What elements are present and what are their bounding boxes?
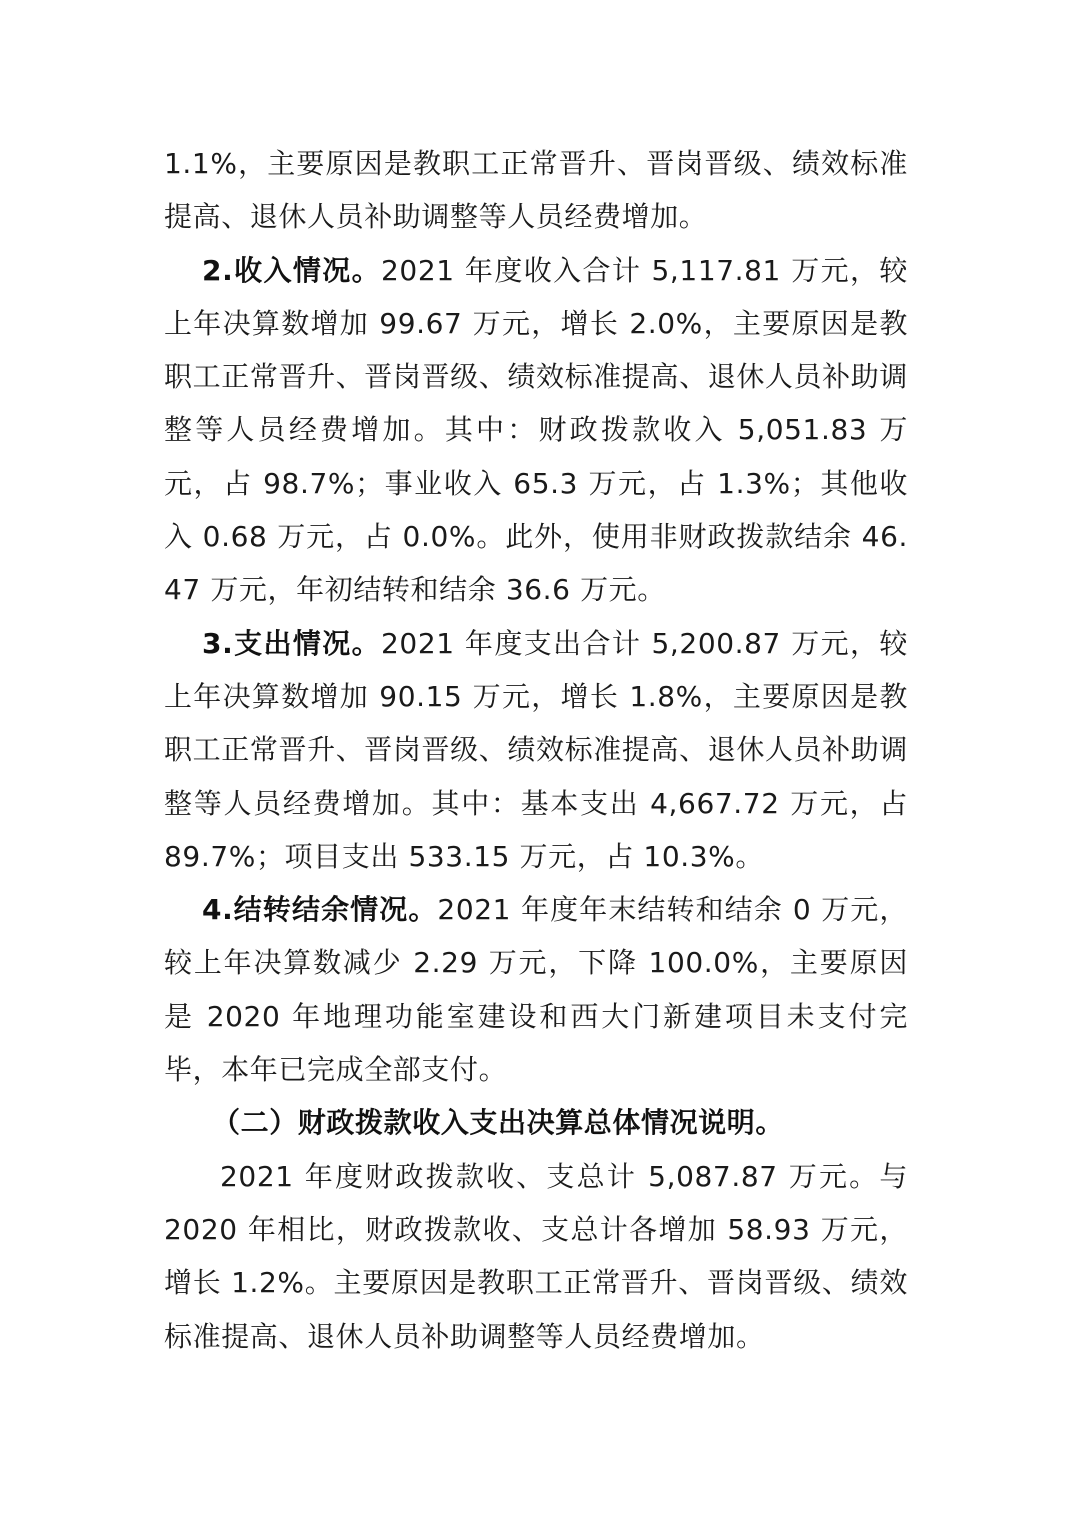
section-title: （二）财政拨款收入支出决算总体情况说明。	[212, 1106, 785, 1140]
paragraph-text: 1.1%，主要原因是教职工正常晋升、晋岗晋级、绩效标准提高、退休人员补助调整等人员经费增加。	[164, 147, 908, 234]
carryover-text: 2021 年度年末结转和结余 0 万元，较上年决算数减少 2.29 万元，下降 100.0%，主要原因是 2020 年地理功能室建设和西大门新建项目未支付完毕，本年已完成全部支付。	[164, 893, 908, 1087]
fiscal-appropriation-text: 2021 年度财政拨款收、支总计 5,087.87 万元。与 2020 年相比，财政拨款收、支总计各增加 58.93 万元，增长 1.2%。主要原因是教职工正常晋升、晋岗晋级、绩效标准提高、退休人员补助调整等人员经费增加。	[164, 1159, 908, 1353]
paragraph-fiscal-appropriation	[164, 1150, 908, 1363]
paragraph-income	[164, 244, 908, 617]
expenditure-heading: 3.支出情况。	[202, 626, 381, 660]
paragraph-expenditure	[164, 617, 908, 883]
document-body	[164, 137, 908, 1363]
paragraph-personnel-cost-continuation	[164, 137, 908, 244]
income-heading: 2.收入情况。	[202, 253, 381, 287]
expenditure-text: 2021 年度支出合计 5,200.87 万元，较上年决算数增加 90.15 万元，增长 1.8%，主要原因是教职工正常晋升、晋岗晋级、绩效标准提高、退休人员补助调整等人员经费增加。其中：基本支出 4,667.72 万元，占 89.7%；项目支出 533.15 万元，占 10.3%。	[164, 626, 908, 873]
carryover-heading: 4.结转结余情况。	[202, 893, 438, 927]
income-text: 2021 年度收入合计 5,117.81 万元，较上年决算数增加 99.67 万元，增长 2.0%，主要原因是教职工正常晋升、晋岗晋级、绩效标准提高、退休人员补助调整等人员经费增加。其中：财政拨款收入 5,051.83 万元，占 98.7%；事业收入 65.3 万元，占 1.3%；其他收入 0.68 万元，占 0.0%。此外，使用非财政拨款结余 46.47 万元，年初结转和结余 36.6 万元。	[164, 253, 908, 607]
paragraph-carryover	[164, 883, 908, 1096]
